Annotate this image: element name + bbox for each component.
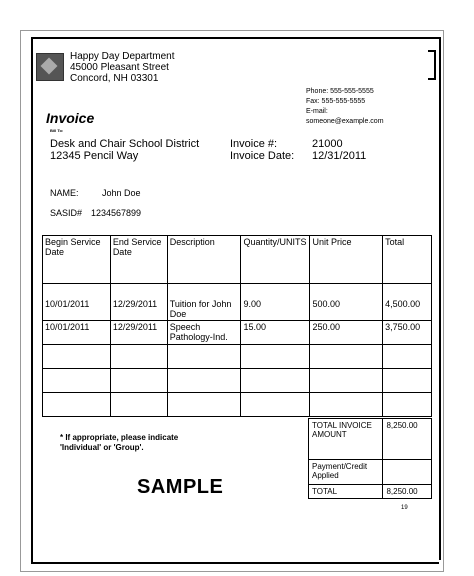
table-cell: 3,750.00 (383, 321, 432, 345)
table-row (43, 321, 432, 345)
table-row (43, 393, 432, 417)
payment-row (309, 460, 432, 485)
sample-watermark: SAMPLE (137, 476, 224, 498)
group-note (60, 433, 178, 453)
table-cell: 4,500.00 (383, 284, 432, 321)
table-cell (110, 369, 167, 393)
table-cell: 500.00 (310, 284, 383, 321)
column-header: End Service Date (110, 236, 167, 284)
contact-email[interactable]: someone@example.com (306, 118, 384, 125)
contact-email-label: E-mail: (306, 108, 328, 115)
invoice-number: 21000 (312, 138, 343, 150)
table-cell: 15.00 (241, 321, 310, 345)
payment-label: Payment/Credit Applied (309, 460, 383, 485)
table-cell (383, 369, 432, 393)
bill-to-name: Desk and Chair School District (50, 138, 200, 150)
note-line-2: 'Individual' or 'Group'. (60, 443, 144, 452)
sasid-value: 1234567899 (91, 208, 142, 218)
grand-total-row (309, 485, 432, 499)
table-header-row (43, 236, 432, 284)
column-header: Description (167, 236, 241, 284)
invoice-date-row (230, 150, 366, 162)
invoice-date: 12/31/2011 (312, 150, 367, 162)
sasid-label: SASID# (50, 208, 83, 218)
invoice-date-label: Invoice Date: (230, 150, 295, 162)
grand-total-value: 8,250.00 (383, 485, 432, 499)
student-name: John Doe (102, 188, 141, 198)
table-cell: Speech Pathology-Ind. (167, 321, 241, 345)
line-items-table (42, 235, 432, 417)
page-number: 19 (401, 505, 408, 511)
invoice-meta (230, 138, 366, 162)
table-cell (167, 369, 241, 393)
invoice-number-label: Invoice #: (230, 138, 278, 150)
table-cell (241, 393, 310, 417)
table-cell (167, 393, 241, 417)
bill-to-label: Bill To: (50, 128, 64, 133)
total-invoice-label: TOTAL INVOICE AMOUNT (309, 419, 383, 460)
total-invoice-row (309, 419, 432, 460)
table-cell (43, 369, 111, 393)
table-cell: 250.00 (310, 321, 383, 345)
table-row (43, 345, 432, 369)
department-city: Concord, NH 03301 (70, 73, 159, 84)
column-header: Begin Service Date (43, 236, 111, 284)
table-row (43, 369, 432, 393)
table-cell (383, 345, 432, 369)
table-cell: 9.00 (241, 284, 310, 321)
name-label: NAME: (50, 188, 79, 198)
frame-bracket (428, 50, 436, 80)
bill-to-block (50, 138, 220, 162)
table-cell (241, 345, 310, 369)
contact-phone: Phone: 555-555-5555 (306, 88, 374, 95)
table-cell (43, 393, 111, 417)
total-invoice-value: 8,250.00 (383, 419, 432, 460)
table-cell (167, 345, 241, 369)
column-header: Total (383, 236, 432, 284)
contact-fax: Fax: 555-555-5555 (306, 98, 366, 105)
table-cell (110, 393, 167, 417)
table-cell: 12/29/2011 (110, 284, 167, 321)
table-cell: 10/01/2011 (43, 284, 111, 321)
table-cell (310, 345, 383, 369)
payment-value (383, 460, 432, 485)
table-cell (310, 393, 383, 417)
department-name: Happy Day Department (70, 51, 175, 62)
table-cell (43, 345, 111, 369)
invoice-number-row (230, 138, 366, 150)
bill-to-address: 12345 Pencil Way (50, 150, 139, 162)
table-cell (241, 369, 310, 393)
note-line-1: * If appropriate, please indicate (60, 433, 179, 442)
contact-info (306, 87, 384, 127)
table-cell: 12/29/2011 (110, 321, 167, 345)
column-header: Quantity/UNITS (241, 236, 310, 284)
column-header: Unit Price (310, 236, 383, 284)
department-street: 45000 Pleasant Street (70, 62, 169, 73)
table-cell (383, 393, 432, 417)
table-row (43, 284, 432, 321)
totals-table (308, 418, 432, 499)
table-cell (310, 369, 383, 393)
department-address (70, 51, 175, 84)
table-cell: Tuition for John Doe (167, 284, 241, 321)
table-cell (110, 345, 167, 369)
table-cell: 10/01/2011 (43, 321, 111, 345)
department-logo-icon (36, 53, 64, 81)
grand-total-label: TOTAL (309, 485, 383, 499)
invoice-title: Invoice (46, 110, 95, 126)
